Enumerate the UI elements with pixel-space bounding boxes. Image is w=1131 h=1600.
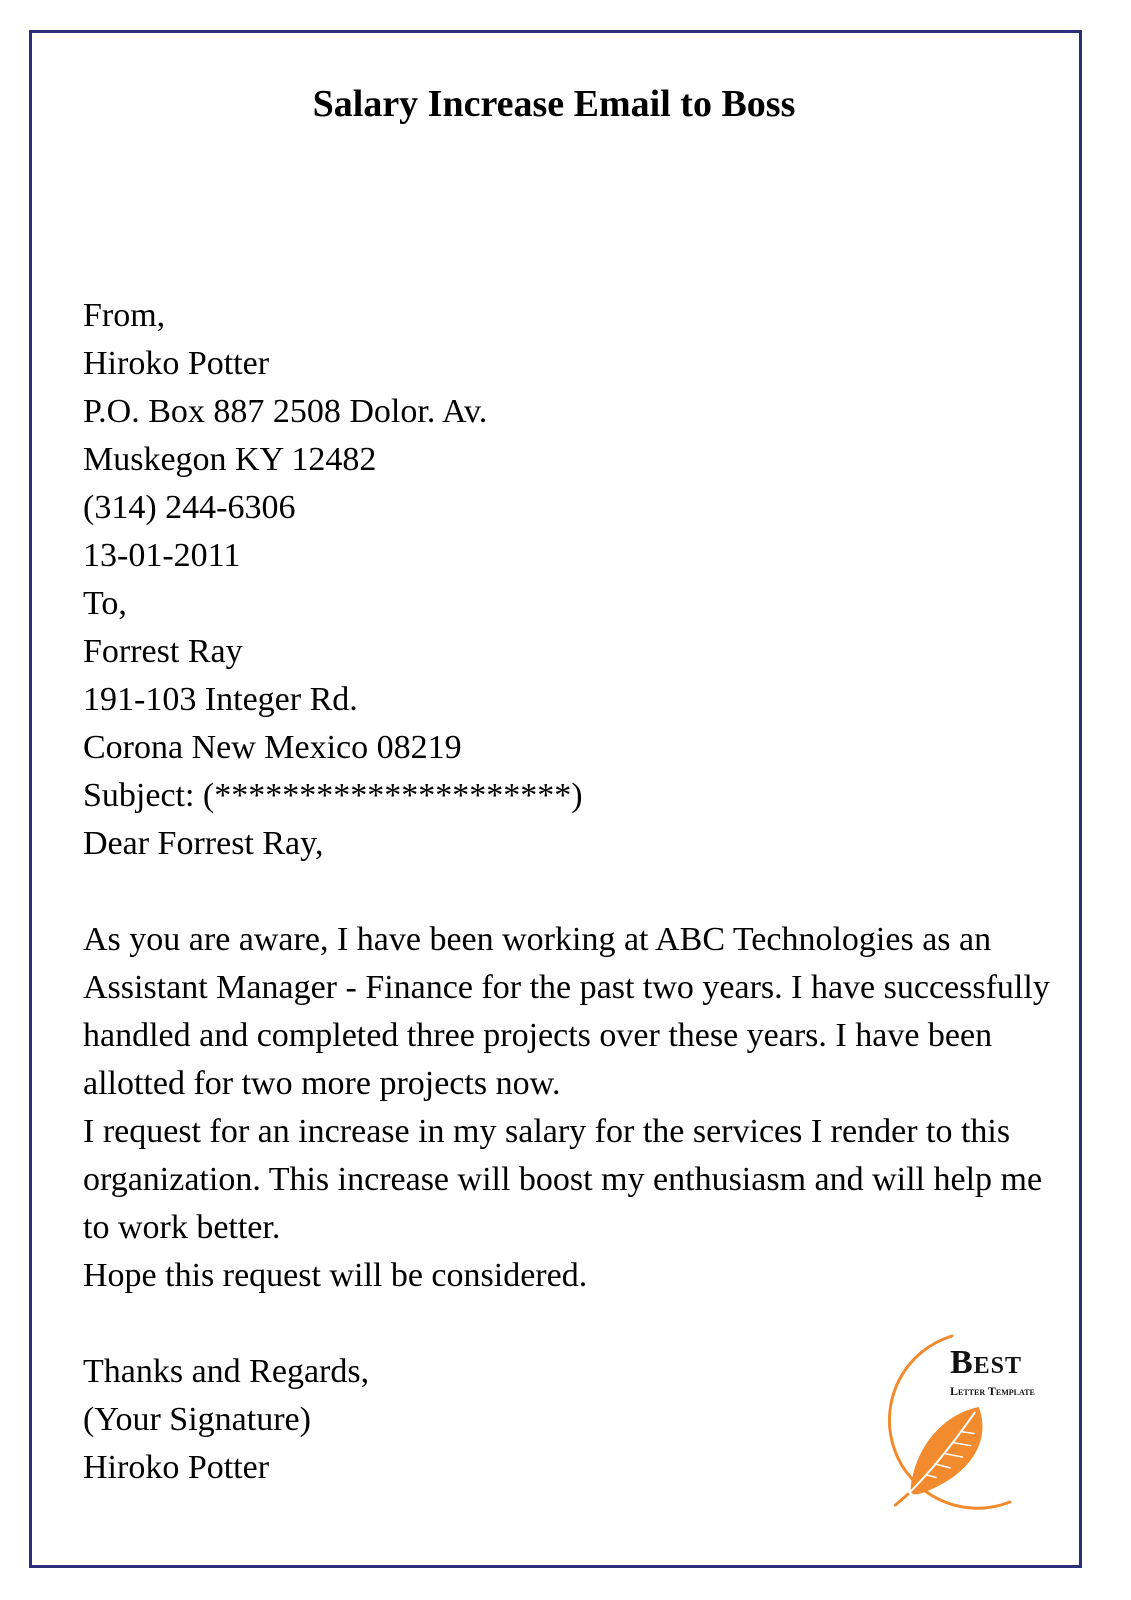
body-paragraph-3: Hope this request will be considered. — [83, 1257, 588, 1294]
recipient-address-line-1: 191-103 Integer Rd. — [83, 681, 358, 718]
recipient-address-line-2: Corona New Mexico 08219 — [83, 729, 462, 766]
body-line: As you are aware, I have been working at ABC Technologies as an — [83, 921, 992, 958]
sender-address-line-1: P.O. Box 887 2508 Dolor. Av. — [83, 393, 488, 430]
from-label: From, — [83, 297, 166, 334]
salutation: Dear Forrest Ray, — [83, 825, 324, 862]
body-line: to work better. — [83, 1209, 281, 1246]
letter-date: 13-01-2011 — [83, 537, 241, 574]
body-paragraph-2 — [83, 1108, 1043, 1252]
subject-line: Subject: (*********************) — [83, 777, 583, 814]
body-line: organization. This increase will boost my enthusiasm and will help me — [83, 1161, 1043, 1198]
body-line: I request for an increase in my salary for the services I render to this — [83, 1113, 1011, 1150]
letter-body — [83, 292, 1050, 1492]
logo-tagline: Letter Template — [950, 1384, 1035, 1398]
sender-name: Hiroko Potter — [83, 345, 270, 382]
signature-placeholder: (Your Signature) — [83, 1401, 311, 1438]
body-line: allotted for two more projects now. — [83, 1065, 561, 1102]
sender-address-line-2: Muskegon KY 12482 — [83, 441, 377, 478]
logo-wordmark: Best — [950, 1344, 1023, 1381]
document-title: Salary Increase Email to Boss — [312, 83, 796, 125]
body-paragraph-1 — [83, 916, 1050, 1108]
closing: Thanks and Regards, — [83, 1353, 370, 1390]
to-label: To, — [83, 585, 127, 622]
recipient-name: Forrest Ray — [83, 633, 243, 670]
sender-phone: (314) 244-6306 — [83, 489, 296, 526]
signer-name: Hiroko Potter — [83, 1449, 270, 1486]
brand-logo — [860, 1330, 1080, 1520]
body-line: handled and completed three projects over these years. I have been — [83, 1017, 993, 1054]
body-line: Assistant Manager - Finance for the past two years. I have successfully — [83, 969, 1050, 1006]
spacer — [83, 868, 1043, 916]
